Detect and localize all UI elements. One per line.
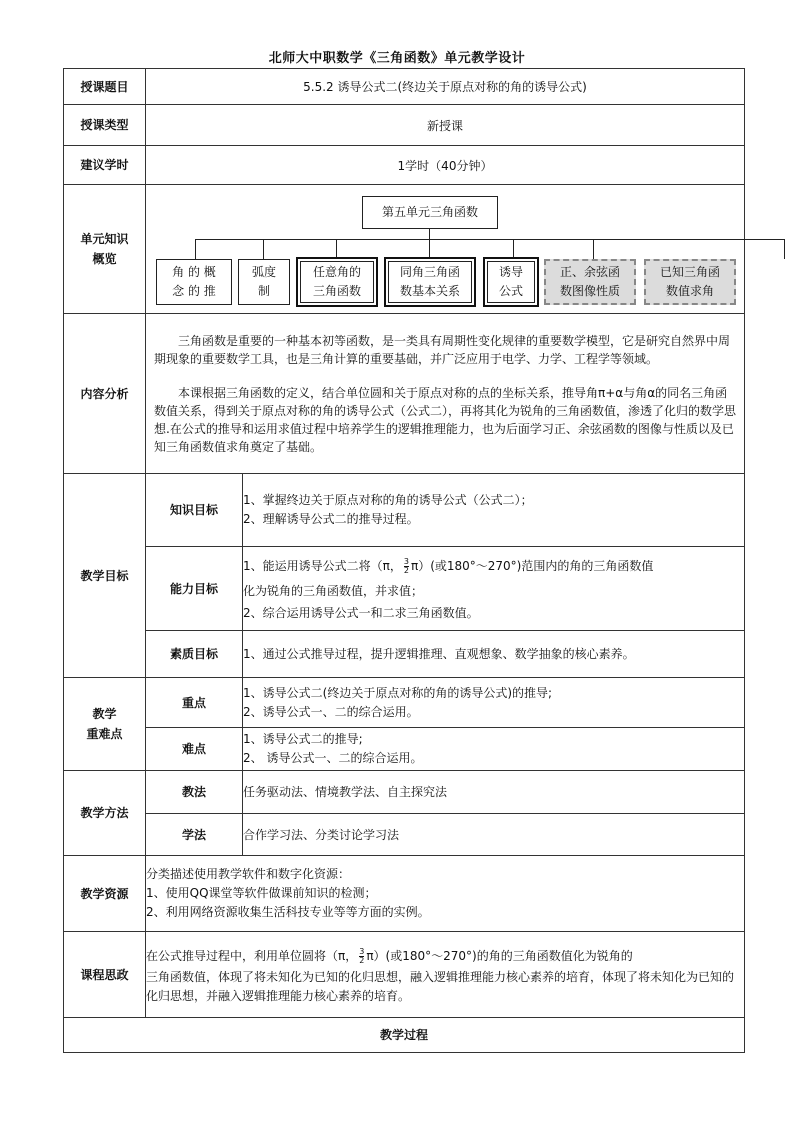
keypoints-label: 教学 重难点 bbox=[64, 678, 146, 771]
diagram-box-sine-cosine-graphs: 正、余弦函 数图像性质 bbox=[544, 259, 636, 305]
knowledge-diagram bbox=[146, 185, 744, 313]
topic-value: 5.5.2 诱导公式二(终边关于原点对称的角的诱导公式) bbox=[146, 69, 745, 105]
diagram-connector bbox=[336, 239, 337, 259]
knowledge-goal-label: 知识目标 bbox=[146, 474, 243, 547]
row-learning-method bbox=[64, 814, 745, 856]
row-hours bbox=[64, 146, 745, 185]
key-point-label: 重点 bbox=[146, 678, 243, 728]
diagram-box-same-angle-relations: 同角三角函 数基本关系 bbox=[388, 261, 472, 303]
teach-method-label: 教法 bbox=[146, 771, 243, 814]
row-key-points bbox=[64, 678, 745, 728]
row-type bbox=[64, 105, 745, 146]
diagram-branch-line bbox=[195, 239, 784, 240]
type-value: 新授课 bbox=[146, 105, 745, 146]
ideology-content: 在公式推导过程中，利用单位圆将（π， $\frac{3}{2}$ π）(或180°～270°)的角的三角函数值化为锐角的 三角函数值，体现了将未知化为已知的化归思想，融入逻辑推理能力核心素养的培育，体现了将未知化为已知的化归思想，并融入逻辑推理能力核心素养的培育。 bbox=[146, 932, 745, 1018]
quality-goal-label: 素质目标 bbox=[146, 631, 243, 678]
analysis-content bbox=[146, 314, 745, 474]
process-label: 教学过程 bbox=[64, 1018, 745, 1053]
quality-goal-content: 1、通过公式推导过程，提升逻辑推理、直观想象、数学抽象的核心素养。 bbox=[243, 631, 745, 678]
teach-method-value: 任务驱动法、情境教学法、自主探究法 bbox=[243, 771, 745, 814]
diagram-connector bbox=[195, 239, 196, 259]
row-goal-quality bbox=[64, 631, 745, 678]
topic-label: 授课题目 bbox=[64, 69, 146, 105]
diagram-connector bbox=[429, 239, 430, 259]
analysis-label: 内容分析 bbox=[64, 314, 146, 474]
resources-content: 分类描述使用教学软件和数字化资源： 1、使用QQ课堂等软件做课前知识的检测； 2、利用网络资源收集生活科技专业等等方面的实例。 bbox=[146, 856, 745, 932]
knowledge-goal-content: 1、掌握终边关于原点对称的角的诱导公式（公式二）； 2、理解诱导公式二的推导过程。 bbox=[243, 474, 745, 547]
ideology-label: 课程思政 bbox=[64, 932, 146, 1018]
fraction-three-halves: $\frac{3}{2}$ bbox=[403, 557, 409, 575]
row-teaching-method bbox=[64, 771, 745, 814]
lesson-plan-table bbox=[63, 68, 745, 1053]
row-goal-knowledge bbox=[64, 474, 745, 547]
hours-value: 1学时（40分钟） bbox=[146, 146, 745, 185]
document-title: 北师大中职数学《三角函数》单元教学设计 bbox=[268, 51, 526, 66]
type-label: 授课类型 bbox=[64, 105, 146, 146]
goals-label: 教学目标 bbox=[64, 474, 146, 678]
diagram-box-angle-concept: 角 的 概 念 的 推 bbox=[156, 259, 232, 305]
methods-label: 教学方法 bbox=[64, 771, 146, 856]
key-point-content: 1、诱导公式二(终边关于原点对称的角的诱导公式)的推导; 2、诱导公式一、二的综合运用。 bbox=[243, 678, 745, 728]
diagram-box-find-angle: 已知三角函 数值求角 bbox=[644, 259, 736, 305]
diagram-connector bbox=[784, 239, 785, 259]
row-topic bbox=[64, 69, 745, 105]
fraction-three-halves: $\frac{3}{2}$ bbox=[359, 946, 365, 965]
hours-label: 建议学时 bbox=[64, 146, 146, 185]
learn-method-label: 学法 bbox=[146, 814, 243, 856]
row-analysis bbox=[64, 314, 745, 474]
overview-label: 单元知识 概览 bbox=[64, 185, 146, 314]
resources-label: 教学资源 bbox=[64, 856, 146, 932]
learn-method-value: 合作学习法、分类讨论学习法 bbox=[243, 814, 745, 856]
diagram-connector bbox=[429, 228, 430, 239]
diagram-root-box: 第五单元三角函数 bbox=[362, 196, 498, 229]
row-goal-ability bbox=[64, 547, 745, 631]
diagram-connector bbox=[263, 239, 264, 259]
diagram-connector bbox=[513, 239, 514, 259]
diagram-box-trig-functions: 任意角的 三角函数 bbox=[300, 261, 374, 303]
analysis-paragraph-2: 本课根据三角函数的定义，结合单位圆和关于原点对称的点的坐标关系，推导角π+α与角α的同名三角函数值关系，得到关于原点对称的角的诱导公式（公式二），再将其化为锐角的三角函数值，渗透了化归的数学思想.在公式的推导和运用求值过程中培养学生的逻辑推理能力，也为后面学习正、余弦函数的图像与性质以及已知三角函数值求角奠定了基础。 bbox=[154, 385, 737, 454]
difficult-point-content: 1、诱导公式二的推导; 2、 诱导公式一、二的综合运用。 bbox=[243, 728, 745, 771]
difficult-point-label: 难点 bbox=[146, 728, 243, 771]
diagram-box-induction-formula: 诱导 公式 bbox=[487, 261, 535, 303]
row-process bbox=[64, 1018, 745, 1053]
knowledge-diagram-cell bbox=[146, 185, 745, 314]
row-ideology bbox=[64, 932, 745, 1018]
diagram-box-radian: 弧度 制 bbox=[238, 259, 290, 305]
row-resources bbox=[64, 856, 745, 932]
ability-goal-label: 能力目标 bbox=[146, 547, 243, 631]
row-overview bbox=[64, 185, 745, 314]
ability-goal-content: 1、能运用诱导公式二将（π， $\frac{3}{2}$ π）(或180°～270°)范围内的角的三角函数值 化为锐角的三角函数值，并求值； 2、综合运用诱导公式一和二求三角函数值。 bbox=[243, 547, 745, 631]
analysis-paragraph-1: 三角函数是重要的一种基本初等函数，是一类具有周期性变化规律的重要数学模型，它是研究自然界中周期现象的重要数学工具，也是三角计算的重要基础，并广泛应用于电学、力学、工程学等领域。 bbox=[154, 333, 731, 366]
row-difficult-points bbox=[64, 728, 745, 771]
diagram-connector bbox=[593, 239, 594, 259]
